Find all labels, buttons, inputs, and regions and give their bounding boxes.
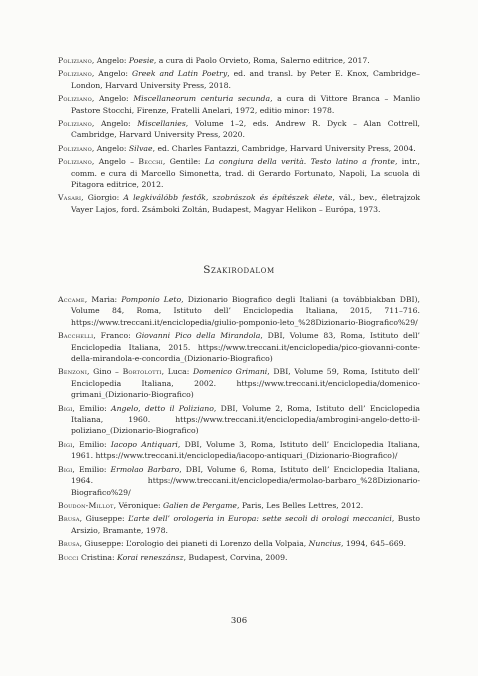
work-title: Silvae (128, 143, 153, 153)
bibliography-entry (58, 366, 420, 400)
author-name: Poliziano (58, 69, 92, 79)
author-name: Benzoni (58, 367, 87, 377)
bibliography-entry (58, 192, 420, 215)
author-name: Bigi (58, 439, 73, 449)
work-title: La congiura della verità. Testo latino a fronte (204, 157, 395, 167)
author-name: Poliziano (58, 143, 92, 153)
author-name: Boudon-Millot (58, 500, 114, 510)
author-name: Bigi (58, 464, 73, 474)
entry-text: , Emilio: (72, 464, 111, 474)
entry-details: , DBI, Volume 83, Roma, Istituto dell’ Enciclopedia Italiana, 2015. https://www.treccani.it/enciclopedia/pico-giovanni-conte-della-mirandola-e-concordia_(Dizionario-Biografico) (71, 331, 420, 364)
bibliography-entry (58, 55, 420, 66)
work-title: Iacopo Antiquari (110, 439, 178, 449)
work-title: Miscellaneorum centuria secunda (133, 94, 271, 104)
entry-details: , Volume 1–2, eds. Andrew R. Dyck – Alan Cottrell, Cambridge, Harvard University Press, 2020. (71, 119, 420, 140)
bibliography-entry (58, 552, 420, 563)
author-name: Vasari (58, 193, 82, 203)
coauthor-name: Bortolotti (122, 367, 162, 377)
bibliography-entry (58, 513, 420, 536)
bibliography-entry (58, 143, 420, 154)
bibliography-entry (58, 464, 420, 498)
work-title: A legkiválóbb festők, szobrászok és építészek élete (123, 193, 333, 203)
sources-list (58, 55, 420, 217)
coauthor-name: Becchi (138, 157, 163, 167)
entry-text: , Emilio: (72, 403, 112, 413)
entry-text: , Angelo: (91, 69, 132, 79)
entry-details: , a cura di Paolo Orvieto, Roma, Salerno editrice, 2017. (153, 56, 370, 65)
author-name: Poliziano (58, 157, 92, 167)
bibliography-entry (58, 439, 420, 462)
author-name: Brusa (58, 539, 80, 549)
entry-details: , a cura di Vittore Branca – Manlio Pastore Stocchi, Firenze, Fratelli Anelari, 1972, editio minor: 1978. (71, 94, 420, 115)
entry-details: , DBI, Volume 59, Roma, Istituto dell’ Enciclopedia Italiana, 2002. https://www.treccani.it/enciclopedia/domenico-grimani_(Dizionario-Biografico) (71, 367, 420, 400)
bibliography-entry (58, 538, 420, 549)
entry-details: , vál., bev., életrajzok Vayer Lajos, ford. Zsámboki Zoltán, Budapest, Magyar Helikon – Európa, 1973. (71, 193, 420, 214)
entry-text: , Angelo: (91, 119, 138, 129)
bibliography-entry (58, 93, 420, 116)
work-title: Angelo, detto il Poliziano (111, 403, 214, 413)
entry-text: , Luca: (161, 367, 193, 377)
work-title: Korai reneszánsz (117, 552, 184, 562)
entry-details: , DBI, Volume 3, Roma, Istituto dell’ Enciclopedia Italiana, 1961. https://www.treccani.it/enciclopedia/iacopo-antiquari_(Dizionario-Biografico)/ (71, 439, 420, 461)
author-name: Accame (58, 295, 85, 304)
author-name: Poliziano (58, 94, 92, 104)
entry-text: , Angelo: (91, 56, 129, 65)
work-title: Nuncius (308, 539, 341, 549)
author-name: Bucci (58, 552, 79, 562)
work-title: Ermolao Barbaro (110, 464, 180, 474)
entry-details: , Budapest, Corvina, 2009. (183, 552, 288, 562)
author-name: Poliziano (58, 56, 92, 65)
entry-text: , Angelo: (91, 143, 129, 153)
work-title: L’arte dell’ orologeria in Europa: sette secoli di orologi meccanici (128, 514, 392, 524)
entry-details: , Paris, Les Belles Lettres, 2012. (236, 500, 364, 510)
entry-text: Cristina: (78, 552, 118, 562)
work-title: Domenico Grimani (193, 367, 268, 377)
work-title: Miscellanies (137, 119, 186, 129)
entry-details: , Busto Arsizio, Bramante, 1978. (71, 514, 420, 535)
entry-details: , Dizionario Biografico degli Italiani (a továbbiakban DBI), Volume 84, Roma, Istituto dell’ Enciclopedia Italiana, 2015, 711–716. https://www.treccani.it/enciclopedia/giulio-pomponio-leto_%28Dizionario-Biografico%29/ (71, 295, 421, 327)
work-title: Greek and Latin Poetry (131, 69, 228, 79)
bibliography-entry (58, 500, 420, 511)
page-number: 306 (230, 616, 248, 626)
entry-text: , Giuseppe: (79, 514, 129, 524)
entry-text: , Giorgio: (81, 193, 124, 203)
entry-details: , DBI, Volume 2, Roma, Istituto dell’ Enciclopedia Italiana, 1960. https://www.treccani.it/enciclopedia/ambrogini-angelo-detto-il-poliziano_(Dizionario-Biografico) (71, 403, 421, 436)
bibliography-entry (58, 294, 420, 328)
entry-text: , Angelo – (91, 157, 139, 167)
bibliography-entry (58, 156, 420, 190)
bibliography-entry (58, 330, 420, 364)
entry-text: , Gentile: (162, 157, 205, 167)
work-title: Poesie (128, 56, 154, 65)
entry-details: , ed. Charles Fantazzi, Cambridge, Harvard University Press, 2004. (152, 143, 416, 153)
entry-details: , ed. and transl. by Peter E. Knox, Cambridge–London, Harvard University Press, 2018. (71, 69, 420, 90)
bibliography-entry (58, 118, 420, 141)
entry-text: , Maria: (84, 295, 122, 304)
section-heading: Szakirodalom (203, 264, 275, 276)
bibliography-entry (58, 68, 420, 91)
work-title: Galien de Pergame (163, 500, 237, 510)
author-name: Brusa (58, 514, 80, 524)
work-title: Giovanni Pico della Mirandola (135, 331, 261, 341)
entry-text: , Angelo: (91, 94, 134, 104)
bibliography-entry (58, 403, 420, 437)
author-name: Bigi (58, 403, 73, 413)
entry-details: , intr., comm. e cura di Marcello Simonetta, trad. di Gerardo Fortunato, Napoli, La scuola di Pitagora editrice, 2012. (71, 157, 420, 190)
entry-text: , Franco: (93, 331, 136, 341)
entry-details: , DBI, Volume 6, Roma, Istituto dell’ Enciclopedia Italiana, 1964. https://www.treccani.it/enciclopedia/ermolao-barbaro_%28Dizionario-Biografico%29/ (71, 464, 420, 497)
entry-text: , Gino – (87, 367, 123, 377)
entry-text: , Emilio: (72, 439, 111, 449)
work-title: Pomponio Leto (121, 295, 182, 304)
entry-details: , 1994, 645–669. (340, 539, 406, 549)
author-name: Poliziano (58, 119, 92, 129)
author-name: Bacchelli (58, 331, 94, 341)
literature-list (58, 294, 420, 565)
entry-text: , Giuseppe: L’orologio dei pianeti di Lorenzo della Volpaia, (79, 539, 309, 549)
entry-text: , Véronique: (113, 500, 164, 510)
